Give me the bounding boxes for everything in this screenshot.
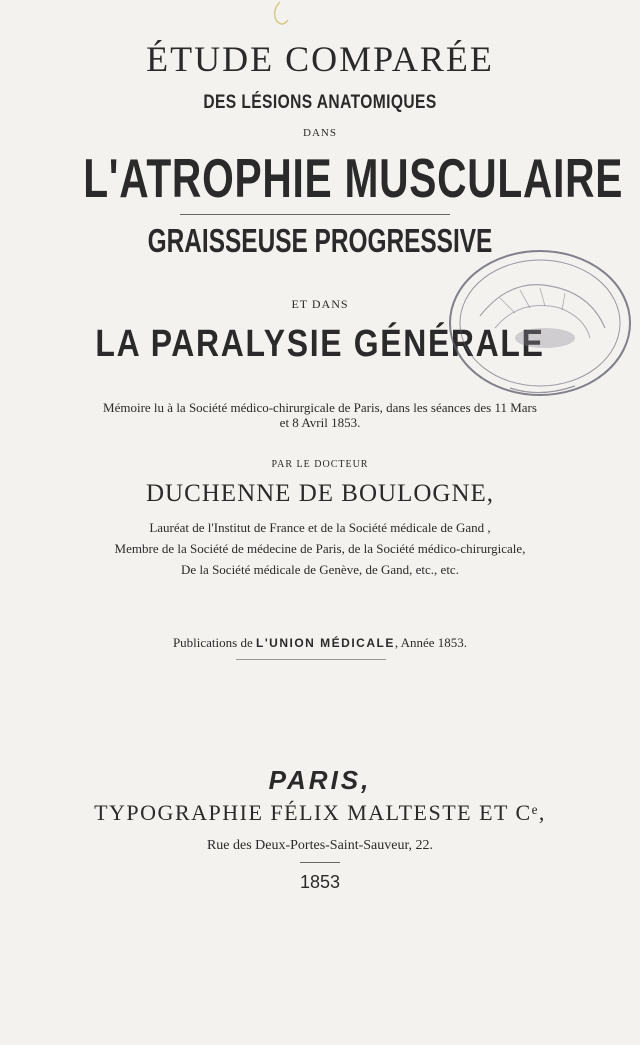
memoire-line-2: et 8 Avril 1853. bbox=[279, 415, 361, 430]
title-connector-dans: DANS bbox=[303, 127, 337, 139]
title-underline bbox=[180, 214, 450, 215]
publication-suffix: , Année 1853. bbox=[394, 635, 468, 650]
title-paralysie: LA PARALYSIE GÉNÉRALE bbox=[95, 323, 545, 365]
publication-prefix: Publications de bbox=[172, 635, 253, 650]
author-name: DUCHENNE DE BOULOGNE, bbox=[145, 480, 495, 507]
title-line-etude: ÉTUDE COMPARÉE bbox=[146, 39, 494, 79]
imprint-printer: TYPOGRAPHIE FÉLIX MALTESTE ET Cᵉ, bbox=[94, 800, 546, 825]
par-le-docteur: PAR LE DOCTEUR bbox=[271, 459, 369, 470]
ink-mark-icon bbox=[252, 0, 312, 30]
author-credential-3: De la Société médicale de Genève, de Gand, etc., etc. bbox=[181, 562, 459, 577]
author-credential-2: Membre de la Société de médecine de Paris, de la Société médico-chirurgicale, bbox=[114, 541, 526, 556]
imprint-city: PARIS, bbox=[268, 765, 372, 795]
memoire-line-1: Mémoire lu à la Société médico-chirurgicale de Paris, dans les séances des 11 Mars bbox=[103, 400, 537, 415]
publication-line bbox=[0, 635, 640, 651]
title-connector-et-dans: ET DANS bbox=[291, 297, 349, 311]
title-sub-graisseuse: GRAISSEUSE PROGRESSIVE bbox=[147, 222, 493, 259]
publication-journal: L'UNION MÉDICALE bbox=[255, 636, 395, 650]
title-line-lesions: DES LÉSIONS ANATOMIQUES bbox=[203, 92, 437, 113]
publication-rule bbox=[236, 659, 386, 660]
author-credential-1: Lauréat de l'Institut de France et de la Société médicale de Gand , bbox=[149, 520, 491, 535]
imprint-year: 1853 bbox=[299, 872, 341, 892]
title-main-atrophie: L'ATROPHIE MUSCULAIRE bbox=[83, 147, 624, 209]
imprint-address: Rue des Deux-Portes-Saint-Sauveur, 22. bbox=[206, 838, 434, 853]
imprint-rule bbox=[300, 862, 340, 863]
library-stamp-icon bbox=[440, 238, 640, 408]
